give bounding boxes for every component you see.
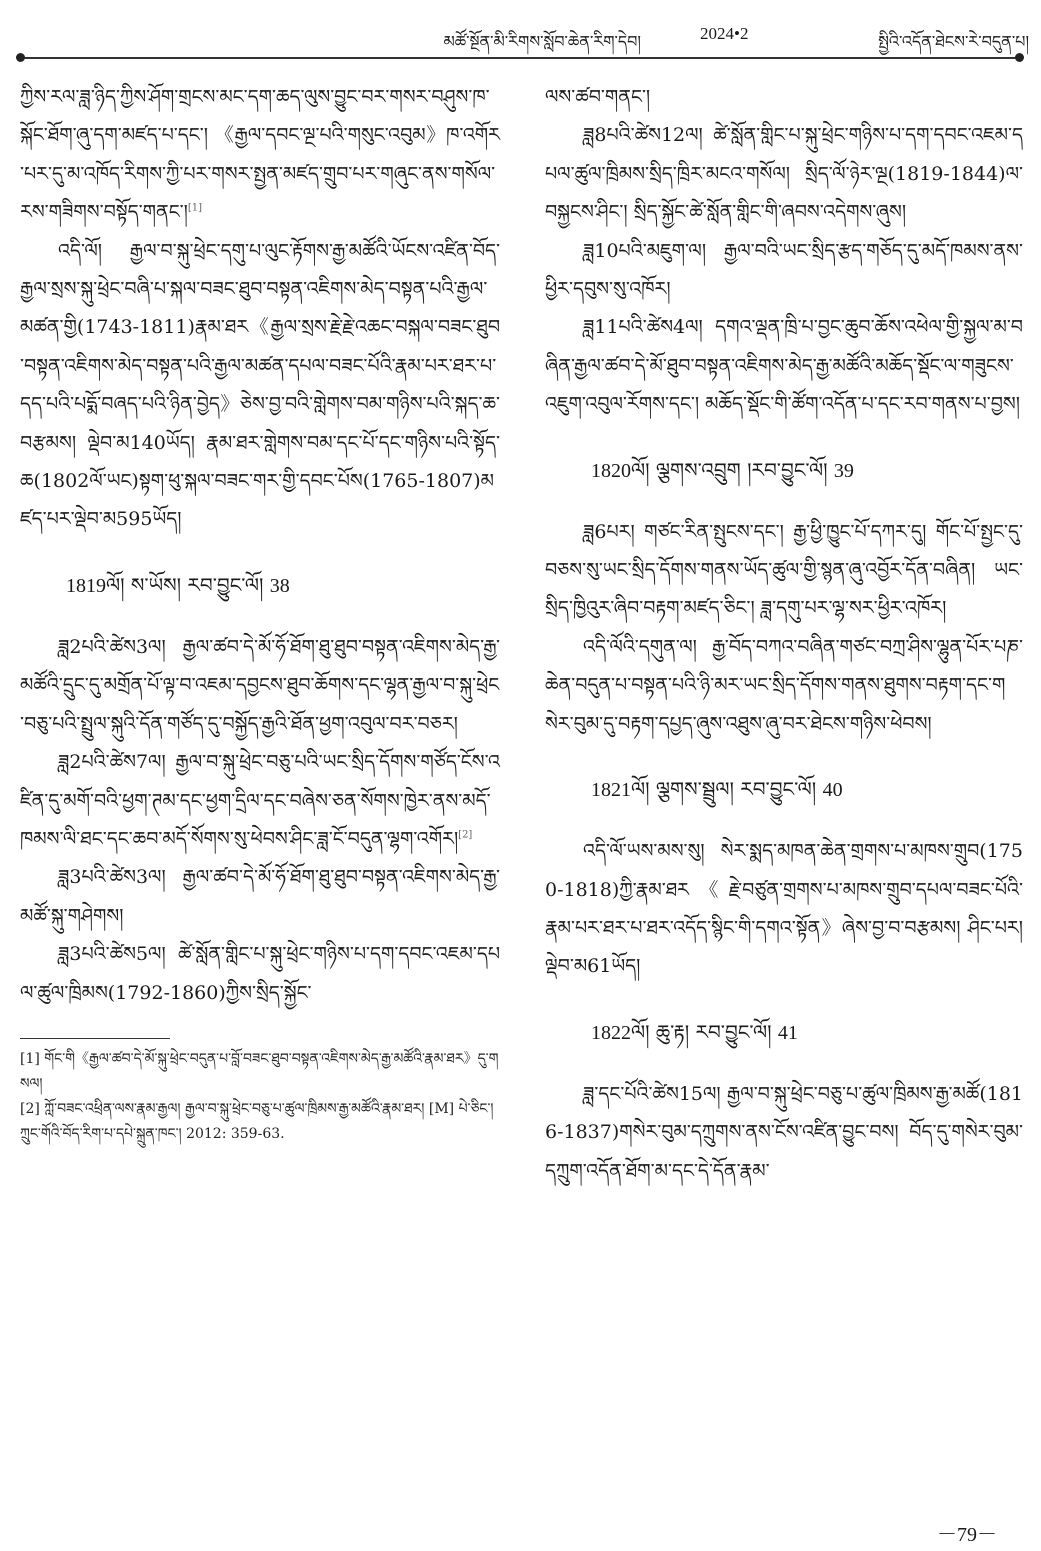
paragraph: འདི་ལོའི་དགུན་ལ། རྒྱ་བོད་བཀའ་བཞིན་གཙང་བཀྲ་ཤིས་ལྷུན་པོར་པཎ་ཆེན་བདུན་པ་བསྟན་པའི་ཉི་མར་ཡང་སྲིད་དོགས་གནས་ཐུགས་བརྟག་དང་གསེར་བུམ་དུ་བརྟག་དཔྱད་ཞུས་འཐུས་ཞུ་བར་ཐེངས་གཉིས་ཕེབས། [545,635,1023,735]
paragraph: ཟླ2པའི་ཚེས3ལ། རྒྱལ་ཚབ་དེ་མོ་ཧོ་ཐོག་ཐུ་ཐུབ་བསྟན་འཇིགས་མེད་རྒྱ་མཚོའི་དྲུང་དུ་མགྲོན་པོ་ལྟ་བ་འཇམ་དབྱངས་ཐུབ་ཆོགས་དང་ལྷན་རྒྱལ་བ་སྐུ་ཕྲེང་བཅུ་པའི་སྤྲུལ་སྐུའི་དོན་གཙོད་དུ་བསྐྱོད་རྒྱའི་ཐོན་ཕྱག་འབུལ་བར་བཅར། [20,635,500,735]
section-heading [545,450,1023,491]
paragraph: ཟླ11པའི་ཚེས4ལ། དགའ་ལྡན་ཁྲི་པ་བྱང་ཆུབ་ཆོས་འཕེལ་གྱི་སྐྱལ་མ་བཞིན་རྒྱལ་ཚབ་དེ་མོ་ཐུབ་བསྟན་འཇིགས་མེད་རྒྱ་མཚོའི་མཆོད་སྡོང་ལ་གཟུངས་འཇུག་འབུལ་རོགས་དང་། མཆོད་སྡོང་གི་ཚོག་འདོན་པ་དང་རབ་གནས་པ་བྱས། [545,316,1023,416]
section-year: 1821ལོ། [591,779,650,802]
paragraph: ཟླ་དང་པོའི་ཚེས15ལ། རྒྱལ་བ་སྐུ་ཕྲེང་བཅུ་པ་ཚུལ་ཁྲིམས་རྒྱ་མཚོ(1816-1837)གསེར་བུམ་དཀྲུགས་ནས་ངོས་འཛིན་བྱུང་བས། བོད་དུ་གསེར་བུམ་དཀྲུག་འདོན་ཐོག་མ་དང་དེ་དོན་རྣམ་ [545,1082,1023,1182]
footnote-divider [20,1038,170,1039]
section-number: 41 [777,1021,798,1044]
paragraph [20,78,500,232]
section-heading [545,769,1023,810]
paragraph [20,743,500,858]
footnote-ref[interactable]: [2] [458,829,473,841]
paragraph: ཟླ10པའི་མཇུག་ལ། རྒྱལ་བའི་ཡང་སྲིད་རྩད་གཅོད་དུ་མདོ་ཁམས་ནས་ཕྱིར་དབུས་སུ་འཁོར། [545,239,1023,301]
right-column [545,78,1023,1190]
rule-dot-left [16,53,25,62]
section-heading [20,565,500,606]
paragraph: འདི་ལོ་ཡས་མས་སུ། སེར་སྨད་མཁན་ཆེན་གྲགས་པ་མཁས་གྲུབ(1750-1818)ཀྱི་རྣམ་ཐར《རྗེ་བཙུན་གྲགས་པ་མཁས་གྲུབ་དཔལ་བཟང་པོའི་རྣམ་པར་ཐར་པ་ཐར་འདོད་སྙིང་གི་དགའ་སྟོན》ཞེས་བྱ་བ་བརྩམས། ཤིང་པར། ལྡེབ་མ61ཡོད། [545,840,1023,978]
rule-dot-right [1015,53,1024,62]
left-column [20,78,500,1147]
serial-number: སྤྱིའི་འདོན་ཐེངས་རེ་བདུན་པ། [878,32,1029,51]
paragraph: ཟླ6པར། གཙང་རིན་སྤུངས་དང་། རྒྱ་ཕྱི་ཁྱུང་པོ་དཀར་དུ། གོང་པོ་སྤྱང་དུ་བཅས་སུ་ཡང་སྲིད་དོགས་གནས་ཡོད་ཚུལ་གྱི་སྙན་ཞུ་འབྱོར་དོན་བཞིན། ཡང་སྲིད་ཁྱིའུར་ཞིབ་བརྟག་མཛད་ཅིང་། ཟླ་དགུ་པར་ལྷ་སར་ཕྱིར་འཁོར། [545,520,1023,620]
journal-title: མཚོ་སྔོན་མི་རིགས་སློབ་ཆེན་རིག་དེབ། [443,32,641,51]
section-number: 39 [833,459,854,482]
section-name: ས་ཡོས། རབ་བྱུང་ལོ། [130,572,264,597]
section-year: 1822ལོ། [591,1021,650,1044]
header-rule [20,57,1020,59]
section-year: 1819ལོ། [66,574,125,597]
section-name: ལྕགས་སྦྲུལ། རབ་བྱུང་ལོ། [655,777,817,802]
paragraph-text: ཟླ2པའི་ཚེས7ལ། རྒྱལ་བ་སྐུ་ཕྲེང་བཅུ་པའི་ཡང་སྲིད་དོགས་གཙོད་ངོས་འཛིན་དུ་མགོ་བའི་ཕྱག་ཊམ་དང་ཕྱག་དྲིལ་དང་བཞེས་ཅན་སོགས་ཁྱེར་ནས་མདོ་ཁམས་ལི་ཐང་དང་ཆབ་མདོ་སོགས་སུ་ཕེབས་ཤིང་ཟླ་ངོ་བདུན་ལྷག་འགོར། [20,751,500,850]
footnote-ref[interactable]: [1] [187,202,203,214]
footnote: [2] ཀློ་བཟང་འཕྲིན་ལས་རྣམ་རྒྱལ། རྒྱལ་བ་སྐུ་ཕྲེང་བཅུ་པ་ཚུལ་ཁྲིམས་རྒྱ་མཚོའི་རྣམ་ཐར། [M] པེ་ཅིང་། ཀྲུང་གོའི་བོད་རིག་པ་དཔེ་སྐྲུན་ཁང་། 2012: 359-63. [20,1100,494,1142]
paragraph: ཟླ3པའི་ཚེས5ལ། ཚེ་སློན་གླིང་པ་སྐུ་ཕྲེང་གཉིས་པ་དག་དབང་འཇམ་དཔལ་ཚུལ་ཁྲིམས(1792-1860)ཀྱིས་སྲིད་སྐྱོང་ [20,943,500,1004]
section-name: ཆུ་རྟ། རབ་བྱུང་ལོ། [655,1019,772,1044]
paragraph-text: ཀྱིས་རལ་ཟླ་ཉིད་ཀྱིས་ཤོག་གྲངས་མང་དག་ཆད་ལུས་བྱུང་བར་གསར་བཤུས་ཁ་སྐོང་ཐོག་ཞུ་དག་མཛད་པ་དང་། 《རྒྱལ་དབང་ལྔ་པའི་གསུང་འབུམ》ཁ་འགོར་པར་དུ་མ་འཁོད་རིགས་ཀྱི་པར་གསར་སྤྱན་མཛད་གྲུབ་པར་གཞུང་ནས་གསོལ་རས་གཟིགས་བསྟོད་གནང་། [20,86,500,224]
section-number: 40 [822,779,843,802]
section-number: 38 [269,574,290,597]
issue-number: 2024•2 [700,24,749,43]
page-number: －79－ [937,1524,997,1546]
footnote: [1] གོང་གི《རྒྱལ་ཚབ་དེ་མོ་སྐུ་ཕྲེང་བདུན་པ་བློ་བཟང་ཐུབ་བསྟན་འཇིགས་མེད་རྒྱ་མཚོའི་རྣམ་ཐར》དུ་གསལ། [20,1050,499,1092]
section-heading [545,1012,1023,1053]
section-name: ལྕགས་འབྲུག །རབ་བྱུང་ལོ། [655,457,828,482]
page-header [0,0,1041,62]
paragraph: ཟླ8པའི་ཚེས12ལ། ཚེ་སློན་གླིང་པ་སྐུ་ཕྲེང་གཉིས་པ་དག་དབང་འཇམ་དཔལ་ཚུལ་ཁྲིམས་སྲིད་ཁྲིར་མངའ་གསོལ། སྲིད་ལོ་ཉེར་ལྔ(1819-1844)ལ་བསྐྱངས་ཤིང་། སྲིད་སྐྱོང་ཚེ་སློན་གླིང་གི་ཞབས་འདེགས་ཞུས། [545,124,1023,224]
section-year: 1820ལོ། [591,459,650,482]
paragraph: འདི་ལོ། རྒྱལ་བ་སྐུ་ཕྲེང་དགུ་པ་ལུང་རྟོགས་རྒྱ་མཚོའི་ཡོངས་འཛིན་བོད་རྒྱལ་སྲས་སྐུ་ཕྲེང་བཞི་པ་སྐལ་བཟང་ཐུབ་བསྟན་འཇིགས་མེད་བསྟན་པའི་རྒྱལ་མཚན་གྱི(1743-1811)རྣམ་ཐར《རྒྱལ་སྲས་རྗེ་རྗེ་འཆང་བསྐལ་བཟང་ཐུབ་བསྟན་འཇིགས་མེད་བསྟན་པའི་རྒྱལ་མཚན་དཔལ་བཟང་པོའི་རྣམ་པར་ཐར་པ་དད་པའི་པདྨོ་བཞད་པའི་ཉིན་བྱེད》ཅེས་བྱ་བའི་གླེགས་བམ་གཉིས་པའི་སྐད་ཆ་བརྩམས། ལྡེབ་མ140ཡོད། རྣམ་ཐར་གླེགས་བམ་དང་པོ་དང་གཉིས་པའི་སྟོད་ཆ(1802ལོ་ཡང)སྟག་ཕུ་སྐལ་བཟང་གར་གྱི་དབང་པོས(1765-1807)མཛད་པར་ལྡེབ་མ595ཡོད། [20,239,500,531]
paragraph: ཟླ3པའི་ཚེས3ལ། རྒྱལ་ཚབ་དེ་མོ་ཧོ་ཐོག་ཐུ་ཐུབ་བསྟན་འཇིགས་མེད་རྒྱ་མཚོ་སྐུ་གཤེགས། [20,866,500,927]
paragraph: ལས་ཚབ་གནང་། [545,86,651,108]
